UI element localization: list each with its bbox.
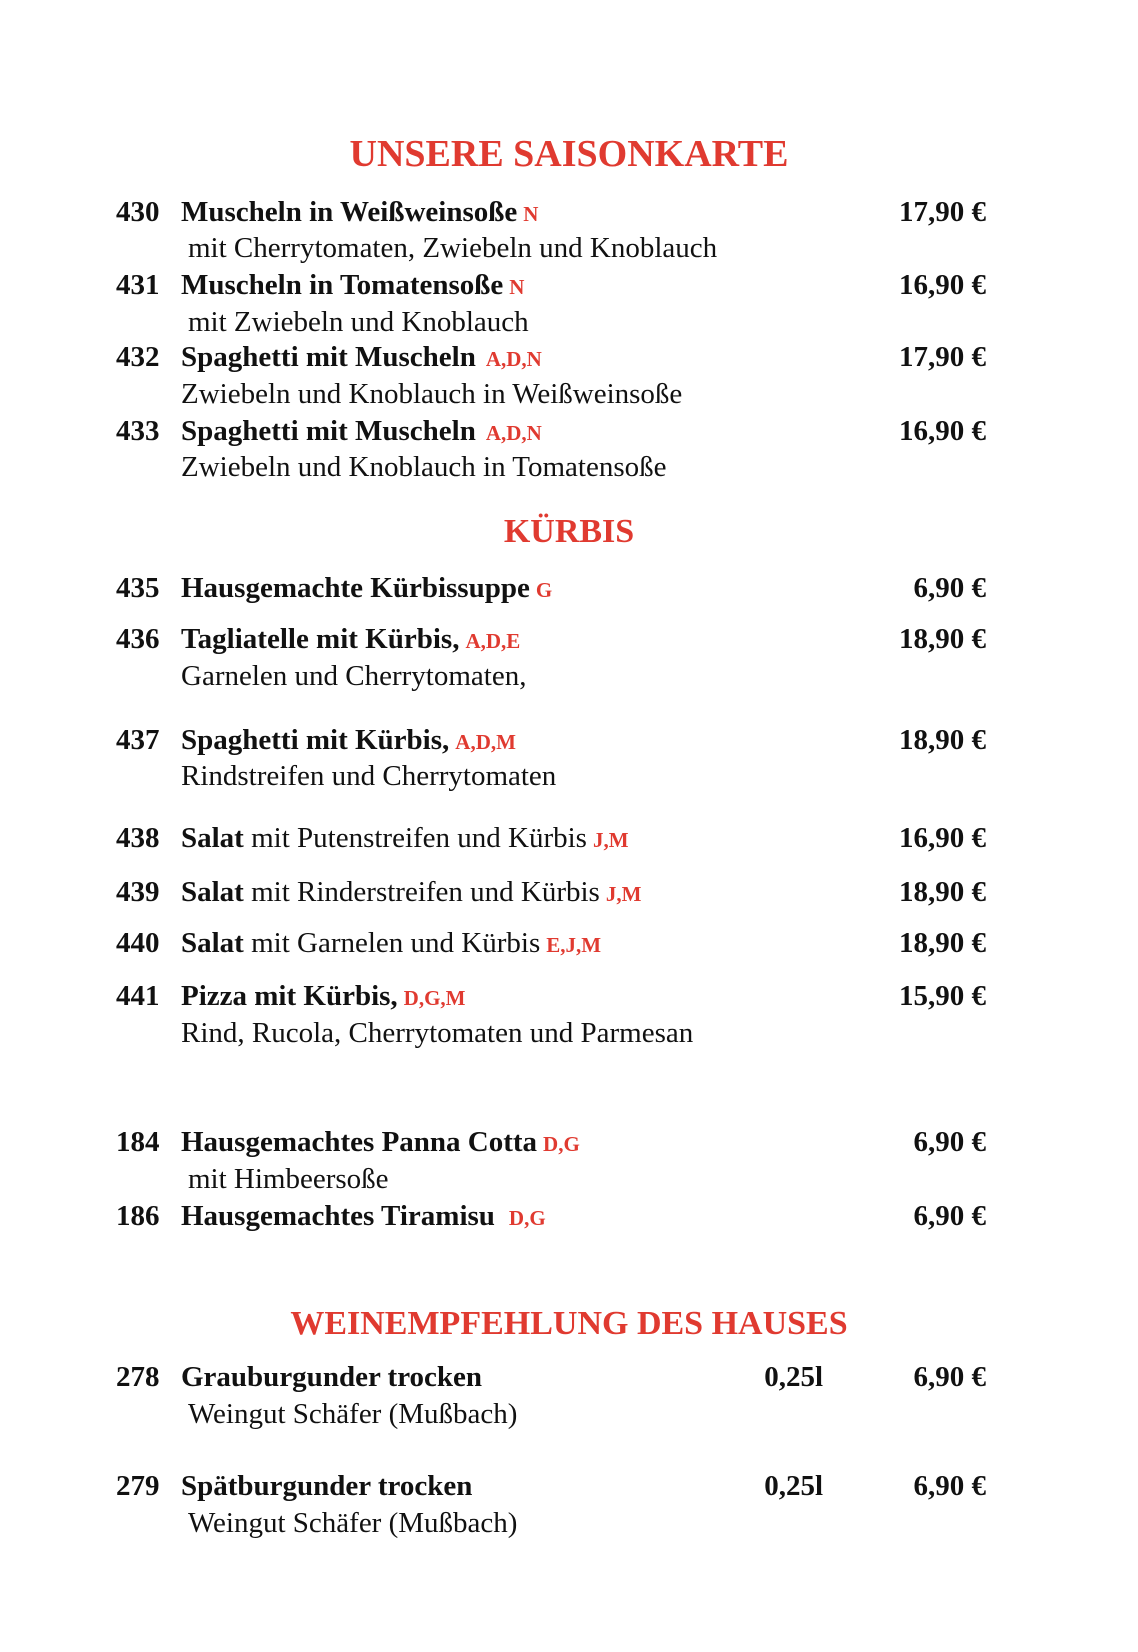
item-name: Spätburgunder trocken	[181, 1470, 473, 1502]
item-name-wrap	[181, 194, 538, 232]
allergen-codes: A,D,N	[485, 347, 542, 371]
item-name: Hausgemachte Kürbissuppe	[181, 572, 530, 604]
item-name-rest: mit Putenstreifen und Kürbis	[251, 822, 587, 854]
item-name-wrap	[181, 339, 542, 377]
item-number: 435	[116, 572, 160, 604]
item-price: 6,90 €	[913, 1126, 986, 1158]
section-title-saisonkarte: UNSERE SAISONKARTE	[349, 133, 789, 175]
item-name: Hausgemachtes Tiramisu	[181, 1200, 495, 1232]
menu-item-186	[0, 1198, 1138, 1234]
allergen-codes: N	[509, 275, 525, 299]
item-name-rest: mit Rinderstreifen und Kürbis	[251, 876, 600, 908]
item-name-wrap	[181, 978, 466, 1016]
item-price: 16,90 €	[899, 822, 986, 854]
menu-item-433	[0, 413, 1138, 449]
item-name: Salat	[181, 822, 244, 854]
item-price: 15,90 €	[899, 980, 986, 1012]
item-number: 430	[116, 196, 160, 228]
item-name-wrap	[181, 1198, 546, 1236]
item-name: Muscheln in Weißweinsoße	[181, 196, 518, 228]
item-number: 433	[116, 415, 160, 447]
item-description: Weingut Schäfer (Mußbach)	[188, 1507, 518, 1539]
item-price: 16,90 €	[899, 415, 986, 447]
item-description: mit Zwiebeln und Knoblauch	[188, 306, 529, 338]
item-price: 17,90 €	[899, 196, 986, 228]
item-description: mit Himbeersoße	[188, 1163, 389, 1195]
section-title-weinempfehlung: WEINEMPFEHLUNG DES HAUSES	[290, 1305, 848, 1342]
item-name: Muscheln in Tomatensoße	[181, 269, 504, 301]
item-name-wrap	[181, 267, 524, 305]
item-description: Weingut Schäfer (Mußbach)	[188, 1398, 518, 1430]
menu-item-432	[0, 339, 1138, 375]
allergen-codes: D,G	[543, 1132, 580, 1156]
item-name: Salat	[181, 876, 244, 908]
item-name-wrap	[181, 820, 629, 858]
menu-item-184	[0, 1124, 1138, 1160]
item-name-wrap	[181, 1124, 580, 1162]
item-price: 18,90 €	[899, 927, 986, 959]
item-number: 436	[116, 623, 160, 655]
item-price: 6,90 €	[913, 1470, 986, 1502]
item-name-wrap	[181, 413, 542, 451]
item-price: 6,90 €	[913, 572, 986, 604]
allergen-codes: N	[523, 202, 539, 226]
item-name-wrap	[181, 874, 641, 912]
menu-item-440	[0, 925, 1138, 961]
item-number: 438	[116, 822, 160, 854]
allergen-codes: G	[535, 578, 553, 602]
item-number: 184	[116, 1126, 160, 1158]
item-name: Salat	[181, 927, 244, 959]
item-volume: 0,25l	[764, 1361, 823, 1393]
allergen-codes: A,D,M	[455, 730, 516, 754]
item-number: 279	[116, 1470, 160, 1502]
item-description: Rind, Rucola, Cherrytomaten und Parmesan	[181, 1017, 694, 1049]
item-number: 441	[116, 980, 160, 1012]
item-name-wrap	[181, 621, 520, 659]
menu-item-278	[0, 1359, 1138, 1395]
allergen-codes: J,M	[605, 882, 642, 906]
item-name: Tagliatelle mit Kürbis,	[181, 623, 460, 655]
item-name-wrap	[181, 1468, 472, 1504]
item-number: 278	[116, 1361, 160, 1393]
item-number: 439	[116, 876, 160, 908]
item-name: Spaghetti mit Muscheln	[181, 415, 476, 447]
item-price: 6,90 €	[913, 1200, 986, 1232]
item-description: Rindstreifen und Cherrytomaten	[181, 760, 557, 792]
allergen-codes: J,M	[592, 828, 629, 852]
item-number: 186	[116, 1200, 160, 1232]
item-name-wrap	[181, 925, 601, 963]
item-description: Garnelen und Cherrytomaten,	[181, 660, 527, 692]
allergen-codes: D,G,M	[403, 986, 466, 1010]
allergen-codes: A,D,N	[485, 421, 542, 445]
item-number: 431	[116, 269, 160, 301]
menu-item-431	[0, 267, 1138, 303]
item-name: Spaghetti mit Muscheln	[181, 341, 476, 373]
menu-item-279	[0, 1468, 1138, 1504]
item-name-wrap	[181, 1359, 482, 1395]
item-name: Hausgemachtes Panna Cotta	[181, 1126, 538, 1158]
item-name: Pizza mit Kürbis,	[181, 980, 398, 1012]
menu-item-441	[0, 978, 1138, 1014]
item-name-wrap	[181, 570, 552, 608]
allergen-codes: E,J,M	[546, 933, 602, 957]
item-price: 6,90 €	[913, 1361, 986, 1393]
item-volume: 0,25l	[764, 1470, 823, 1502]
item-name-rest: mit Garnelen und Kürbis	[251, 927, 541, 959]
item-price: 17,90 €	[899, 341, 986, 373]
menu-item-439	[0, 874, 1138, 910]
menu-item-430	[0, 194, 1138, 230]
item-price: 16,90 €	[899, 269, 986, 301]
menu-item-435	[0, 570, 1138, 606]
item-name: Spaghetti mit Kürbis,	[181, 724, 450, 756]
item-number: 440	[116, 927, 160, 959]
menu-item-437	[0, 722, 1138, 758]
item-name: Grauburgunder trocken	[181, 1361, 483, 1393]
section-title-kuerbis: KÜRBIS	[503, 513, 635, 550]
menu-item-438	[0, 820, 1138, 856]
item-name-wrap	[181, 722, 516, 760]
menu-item-436	[0, 621, 1138, 657]
item-price: 18,90 €	[899, 623, 986, 655]
item-number: 432	[116, 341, 160, 373]
item-description: mit Cherrytomaten, Zwiebeln und Knoblauch	[188, 232, 718, 264]
item-number: 437	[116, 724, 160, 756]
item-price: 18,90 €	[899, 876, 986, 908]
item-description: Zwiebeln und Knoblauch in Weißweinsoße	[181, 378, 683, 410]
item-description: Zwiebeln und Knoblauch in Tomatensoße	[181, 451, 667, 483]
allergen-codes: A,D,E	[465, 629, 521, 653]
item-price: 18,90 €	[899, 724, 986, 756]
allergen-codes: D,G	[508, 1206, 546, 1230]
